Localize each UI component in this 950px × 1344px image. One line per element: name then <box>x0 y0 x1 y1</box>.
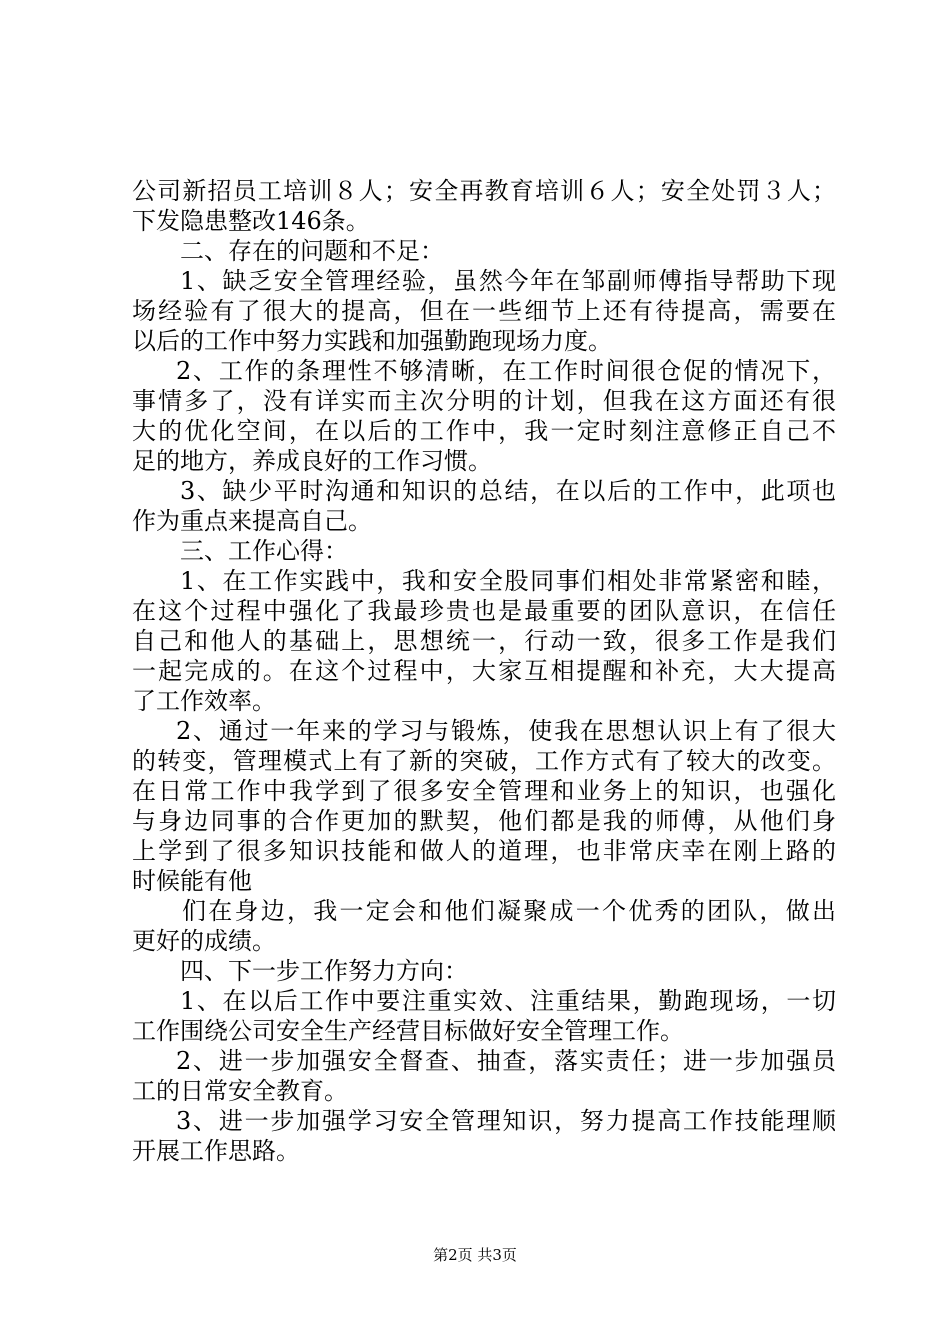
text-line: 2、进一步加强安全督查、抽查，落实责任；进一步加强员 <box>176 1047 836 1075</box>
document-body <box>132 176 836 1166</box>
text-line: 1、在以后工作中要注重实效、注重结果，勤跑现场，一切 <box>180 987 836 1015</box>
page-footer: 第2页 共3页 <box>433 1246 517 1264</box>
text-line: 场经验有了很大的提高，但在一些细节上还有待提高，需要在 <box>132 297 836 325</box>
text-line: 在日常工作中我学到了很多安全管理和业务上的知识，也强化 <box>132 777 836 805</box>
text-line: 的转变，管理模式上有了新的突破，工作方式有了较大的改变。 <box>132 747 836 775</box>
text-line: 大的优化空间，在以后的工作中，我一定时刻注意修正自己不 <box>132 417 836 445</box>
text-line: 工作围绕公司安全生产经营目标做好安全管理工作。 <box>132 1017 684 1045</box>
text-line: 了工作效率。 <box>132 687 276 715</box>
text-line: 以后的工作中努力实践和加强勤跑现场力度。 <box>132 327 612 355</box>
text-line: 工的日常安全教育。 <box>132 1077 348 1105</box>
text-line: 下发隐患整改146条。 <box>132 207 370 235</box>
text-line: 1、缺乏安全管理经验，虽然今年在邹副师傅指导帮助下现 <box>180 267 836 295</box>
text-line: 四、下一步工作努力方向： <box>180 957 468 985</box>
text-line: 在这个过程中强化了我最珍贵也是最重要的团队意识，在信任 <box>132 597 836 625</box>
text-line: 开展工作思路。 <box>132 1137 300 1165</box>
text-line: 上学到了很多知识技能和做人的道理，也非常庆幸在刚上路的 <box>132 837 836 865</box>
text-line: 时候能有他 <box>132 867 252 895</box>
text-line: 2、通过一年来的学习与锻炼，使我在思想认识上有了很大 <box>176 717 836 745</box>
text-line: 2、工作的条理性不够清晰，在工作时间很仓促的情况下， <box>176 357 836 385</box>
text-line: 作为重点来提高自己。 <box>132 507 372 535</box>
text-line: 3、进一步加强学习安全管理知识，努力提高工作技能理顺 <box>176 1107 836 1135</box>
text-line: 一起完成的。在这个过程中，大家互相提醒和补充，大大提高 <box>132 657 836 685</box>
text-line: 公司新招员工培训８人；安全再教育培训６人；安全处罚３人； <box>132 177 836 205</box>
text-line: 与身边同事的合作更加的默契，他们都是我的师傅，从他们身 <box>132 807 836 835</box>
text-line: 二、存在的问题和不足： <box>180 237 444 265</box>
text-line: 足的地方，养成良好的工作习惯。 <box>132 447 492 475</box>
text-line: 们在身边，我一定会和他们凝聚成一个优秀的团队，做出 <box>182 897 836 925</box>
text-line: 3、缺少平时沟通和知识的总结，在以后的工作中，此项也 <box>180 477 836 505</box>
text-line: 事情多了，没有详实而主次分明的计划，但我在这方面还有很 <box>132 387 836 415</box>
text-line: 1、在工作实践中，我和安全股同事们相处非常紧密和睦， <box>180 567 836 595</box>
text-line: 更好的成绩。 <box>132 927 276 955</box>
text-line: 三、工作心得： <box>180 537 348 565</box>
text-line: 自己和他人的基础上，思想统一，行动一致，很多工作是我们 <box>132 627 836 655</box>
